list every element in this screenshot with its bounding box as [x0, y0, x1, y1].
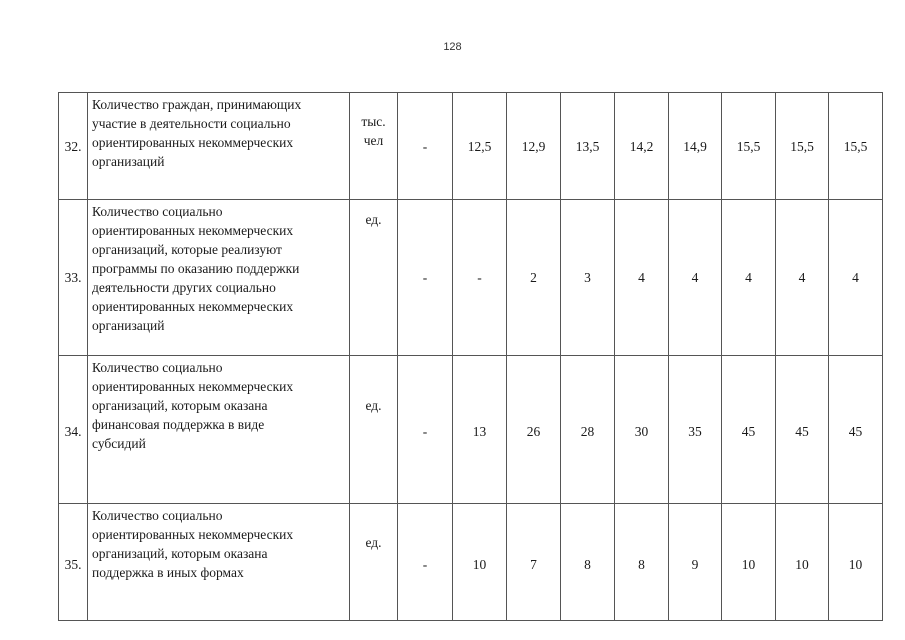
value-cell: 4 [776, 200, 829, 356]
description-line: участие в деятельности социально [92, 116, 291, 131]
value-cell: 35 [669, 356, 722, 504]
description-line: поддержка в иных формах [92, 565, 244, 580]
unit-line: тыс. [361, 114, 386, 129]
description-line: ориентированных некоммерческих [92, 527, 294, 542]
value-cell: 10 [722, 504, 776, 621]
value-cell: - [398, 504, 453, 621]
indicator-description [88, 200, 350, 356]
unit-cell [350, 93, 398, 200]
table-row [59, 356, 883, 504]
indicator-description [88, 504, 350, 621]
value-cell: - [398, 356, 453, 504]
description-line: организаций, которым оказана [92, 398, 268, 413]
value-cell: 4 [722, 200, 776, 356]
value-cell: 4 [669, 200, 722, 356]
value-cell: 13,5 [561, 93, 615, 200]
value-cell: 2 [507, 200, 561, 356]
description-line: Количество граждан, принимающих [92, 97, 302, 112]
unit-cell [350, 200, 398, 356]
row-number: 35. [59, 504, 88, 621]
value-cell: 30 [615, 356, 669, 504]
value-cell: 15,5 [722, 93, 776, 200]
description-line: Количество социально [92, 204, 223, 219]
description-line: организаций [92, 154, 165, 169]
unit-line: ед. [365, 398, 382, 413]
value-cell: 15,5 [829, 93, 883, 200]
value-cell: 9 [669, 504, 722, 621]
page-number: 128 [443, 41, 462, 53]
value-cell: 45 [776, 356, 829, 504]
row-number: 32. [59, 93, 88, 200]
row-number: 33. [59, 200, 88, 356]
unit-line: ед. [365, 535, 382, 550]
description-line: Количество социально [92, 508, 223, 523]
value-cell: 12,9 [507, 93, 561, 200]
value-cell: - [398, 93, 453, 200]
indicator-description [88, 93, 350, 200]
description-line: ориентированных некоммерческих [92, 135, 294, 150]
indicator-table [58, 92, 883, 621]
value-cell: 8 [615, 504, 669, 621]
value-cell: 14,2 [615, 93, 669, 200]
table-row [59, 200, 883, 356]
row-number: 34. [59, 356, 88, 504]
value-cell: 28 [561, 356, 615, 504]
indicator-description [88, 356, 350, 504]
description-line: организаций, которым оказана [92, 546, 268, 561]
value-cell: 45 [722, 356, 776, 504]
value-cell: 10 [453, 504, 507, 621]
unit-line: ед. [365, 212, 382, 227]
value-cell: 3 [561, 200, 615, 356]
value-cell: 8 [561, 504, 615, 621]
table-row [59, 504, 883, 621]
description-line: ориентированных некоммерческих [92, 379, 294, 394]
description-line: ориентированных некоммерческих [92, 223, 294, 238]
value-cell: 14,9 [669, 93, 722, 200]
value-cell: - [453, 200, 507, 356]
value-cell: 13 [453, 356, 507, 504]
value-cell: 10 [776, 504, 829, 621]
description-line: организаций, которые реализуют [92, 242, 282, 257]
value-cell: 15,5 [776, 93, 829, 200]
value-cell: 12,5 [453, 93, 507, 200]
value-cell: 10 [829, 504, 883, 621]
value-cell: 4 [615, 200, 669, 356]
unit-cell [350, 504, 398, 621]
table-row [59, 93, 883, 200]
value-cell: 26 [507, 356, 561, 504]
value-cell: 45 [829, 356, 883, 504]
description-line: субсидий [92, 436, 146, 451]
description-line: программы по оказанию поддержки [92, 261, 300, 276]
value-cell: 4 [829, 200, 883, 356]
value-cell: - [398, 200, 453, 356]
description-line: организаций [92, 318, 165, 333]
unit-cell [350, 356, 398, 504]
description-line: Количество социально [92, 360, 223, 375]
unit-line: чел [363, 133, 384, 148]
description-line: деятельности других социально [92, 280, 276, 295]
description-line: ориентированных некоммерческих [92, 299, 294, 314]
value-cell: 7 [507, 504, 561, 621]
description-line: финансовая поддержка в виде [92, 417, 265, 432]
